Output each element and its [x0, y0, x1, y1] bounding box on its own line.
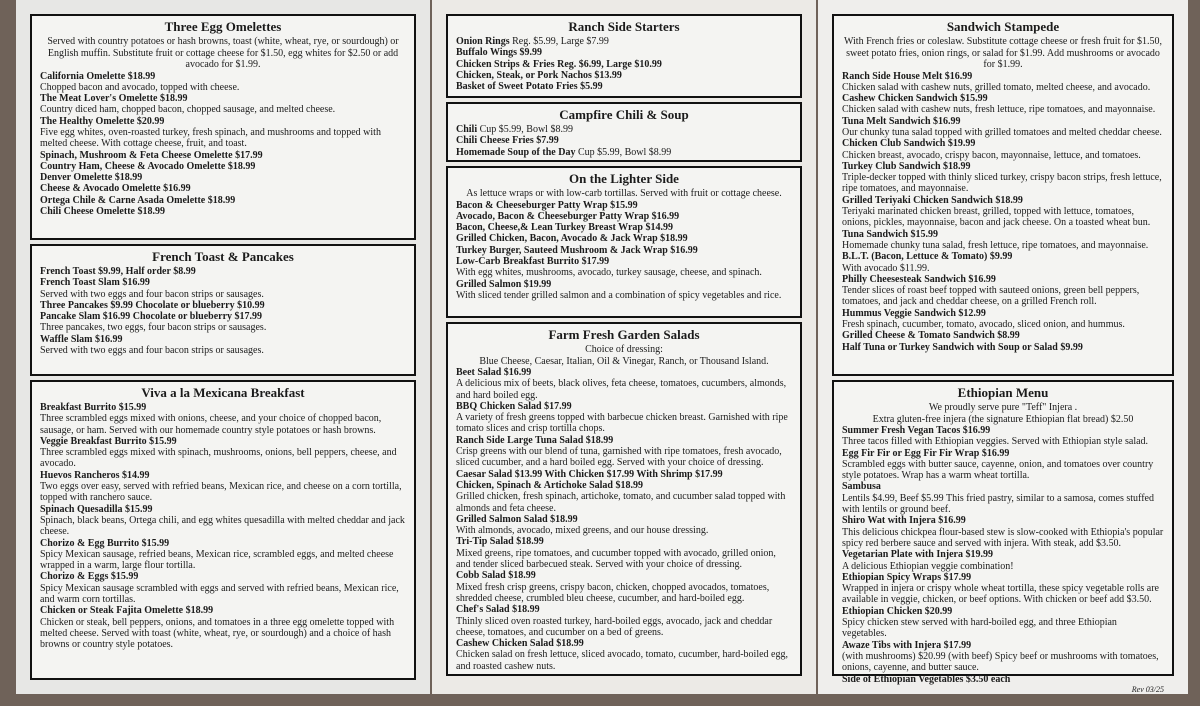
- menu-item-description: Triple-decker topped with thinly sliced turkey, crispy bacon strips, fresh lettuce, ripe tomatoes, and mayonnaise.: [842, 172, 1162, 195]
- menu-item: [40, 183, 406, 194]
- menu-item: [842, 549, 1164, 572]
- section-note-injera: Extra gluten-free injera (the signature Ethiopian flat bread) $2.50: [872, 413, 1134, 425]
- menu-item-name: Ethiopian Chicken $20.99: [842, 605, 953, 617]
- menu-item-name: Denver Omelette $18.99: [40, 172, 143, 184]
- menu-item: [40, 266, 406, 277]
- menu-item-description: With sliced tender grilled salmon and a combination of spicy vegetables and rice.: [456, 289, 782, 301]
- menu-item-name: Tuna Sandwich $15.99: [842, 228, 939, 240]
- menu-item: [842, 195, 1164, 229]
- menu-item-name: Spinach, Mushroom & Feta Cheese Omelette $17.99: [40, 149, 263, 161]
- menu-item-name: Sambusa: [842, 481, 881, 493]
- menu-item-name: Three Pancakes $9.99 Chocolate or blueberry $10.99: [40, 299, 265, 311]
- menu-item-price: Cup $5.99, Bowl $8.99: [575, 146, 672, 158]
- menu-item: [456, 36, 792, 47]
- menu-item-description: Three pancakes, two eggs, four bacon strips or sausages.: [40, 322, 267, 334]
- menu-item: [456, 211, 792, 222]
- menu-item: [40, 116, 406, 150]
- menu-item: [456, 638, 792, 672]
- menu-item: [40, 311, 406, 334]
- menu-item: [456, 469, 792, 480]
- section-title: Ranch Side Starters: [568, 19, 680, 34]
- menu-item: [40, 300, 406, 311]
- menu-item-description: Scrambled eggs with butter sauce, cayenne, onion, and tomatoes over country style potatoes. Wrap has a warm wheat tortilla.: [842, 458, 1154, 482]
- menu-item-description: Spinach, black beans, Ortega chili, and egg whites quesadilla with melted cheddar and jack cheese.: [40, 514, 405, 538]
- menu-item: [456, 59, 792, 70]
- menu-item: [842, 138, 1164, 161]
- menu-item: [40, 402, 406, 436]
- menu-item-description: A delicious Ethiopian veggie combination!: [842, 560, 1014, 572]
- section-viva-mexicana-breakfast: [30, 380, 416, 680]
- menu-item: [40, 538, 406, 572]
- menu-item-description: Fresh spinach, cucumber, tomato, avocado, sliced onion, and hummus.: [842, 319, 1125, 331]
- menu-item-name: Pancake Slam $16.99 Chocolate or blueberry $17.99: [40, 311, 263, 323]
- menu-item-name: Half Tuna or Turkey Sandwich with Soup or Salad $9.99: [842, 341, 1083, 353]
- menu-item-name: Beet Salad $16.99: [456, 367, 532, 378]
- menu-item-name: Ranch Side Large Tuna Salad $18.99: [456, 434, 614, 446]
- menu-item-name: BBQ Chicken Salad $17.99: [456, 400, 572, 412]
- menu-item-description: Chopped bacon and avocado, topped with cheese.: [40, 81, 240, 93]
- menu-item: [40, 605, 406, 650]
- menu-item: [842, 342, 1164, 353]
- item-list: [456, 36, 792, 92]
- menu-item-name: Chicken Club Sandwich $19.99: [842, 138, 976, 150]
- menu-item-description: (with mushrooms) $20.99 (with beef) Spicy beef or mushrooms with tomatoes, onions, cayenne, and butter sauce.: [842, 650, 1159, 674]
- menu-item-name: Spinach Quesadilla $15.99: [40, 503, 153, 515]
- item-list: [40, 402, 406, 651]
- menu-item: [842, 93, 1164, 116]
- menu-item: [40, 277, 406, 300]
- menu-item-description: With egg whites, mushrooms, avocado, turkey sausage, cheese, and spinach.: [456, 267, 762, 279]
- section-note: With French fries or coleslaw. Substitute cottage cheese or fresh fruit for $1.50, sweet potato fries, onion rings, or salad for $1.99. Add mushrooms or avocado for $1.99.: [843, 36, 1163, 70]
- menu-item-description: Two eggs over easy, served with refried beans, Mexican rice, and cheese on a corn tortilla, topped with ranchero sauce.: [40, 481, 402, 504]
- item-list: [40, 71, 406, 218]
- menu-item: [456, 536, 792, 570]
- menu-item-name: Onion Rings: [456, 36, 510, 47]
- menu-item-price: Cup $5.99, Bowl $8.99: [477, 124, 573, 135]
- menu-item-name: Country Ham, Cheese & Avocado Omelette $18.99: [40, 160, 256, 172]
- section-farm-fresh-garden-salads: [446, 322, 802, 676]
- menu-item-name: Awaze Tibs with Injera $17.99: [842, 639, 972, 651]
- menu-item: [456, 135, 792, 146]
- menu-item: [456, 47, 792, 58]
- section-note: Choice of dressing:: [585, 344, 663, 355]
- menu-item: [842, 481, 1164, 515]
- menu-item-name: Ranch Side House Melt $16.99: [842, 70, 973, 82]
- menu-panel-middle: [432, 0, 816, 694]
- menu-item: [456, 514, 792, 537]
- section-on-the-lighter-side: [446, 166, 802, 318]
- menu-item-description: Country diced ham, chopped bacon, chopped sausage, and melted cheese.: [40, 104, 336, 116]
- menu-item-name: Turkey Club Sandwich $18.99: [842, 160, 971, 172]
- menu-item-description: Tender slices of roast beef topped with sauteed onions, green bell peppers, tomatoes, and jack and cheddar cheese, on a grilled French roll.: [842, 285, 1140, 308]
- menu-item-name: Grilled Chicken, Bacon, Avocado & Jack Wrap $18.99: [456, 233, 688, 245]
- menu-item-name: Chicken or Steak Fajita Omelette $18.99: [40, 605, 214, 617]
- item-list: [456, 367, 792, 672]
- menu-item-name: Hummus Veggie Sandwich $12.99: [842, 307, 986, 319]
- menu-item-name: Chili Cheese Omelette $18.99: [40, 206, 165, 218]
- menu-item: [842, 251, 1164, 274]
- section-note: We proudly serve pure "Teff" Injera .: [928, 402, 1078, 413]
- menu-item-name: Tri-Tip Salad $18.99: [456, 536, 544, 548]
- menu-item-name: Shiro Wat with Injera $16.99: [842, 515, 966, 527]
- menu-item: [456, 200, 792, 211]
- menu-item: [40, 504, 406, 538]
- menu-item: [842, 161, 1164, 195]
- menu-item-name: Grilled Teriyaki Chicken Sandwich $18.99: [842, 194, 1023, 206]
- menu-item-name: Basket of Sweet Potato Fries $5.99: [456, 81, 603, 93]
- menu-item-name: Chicken, Steak, or Pork Nachos $13.99: [456, 69, 622, 81]
- menu-item: [842, 229, 1164, 252]
- menu-item-name: The Healthy Omelette $20.99: [40, 115, 165, 127]
- menu-item: [40, 195, 406, 206]
- item-list: [456, 124, 792, 158]
- menu-item: [40, 470, 406, 504]
- section-note: Served with country potatoes or hash browns, toast (white, wheat, rye, or sourdough) or English muffin. Substitute fruit or cottage cheese for $1.50, egg whites for $2.50 or add avocado for $1.99.: [47, 36, 399, 70]
- menu-item: [40, 161, 406, 172]
- menu-item: [40, 71, 406, 94]
- section-ranch-side-starters: [446, 14, 802, 98]
- menu-item-name: Chorizo & Egg Burrito $15.99: [40, 537, 170, 549]
- menu-item-description: Chicken salad with cashew nuts, fresh lettuce, ripe tomatoes, and mayonnaise.: [842, 104, 1156, 116]
- menu-item-description: Mixed fresh crisp greens, crispy bacon, chicken, chopped avocados, tomatoes, shredded cheese, crumbled bleu cheese, cucumber, and hard-boiled egg.: [456, 581, 770, 604]
- menu-item-name: Egg Fir Fir or Egg Fir Fir Wrap $16.99: [842, 447, 1010, 459]
- section-french-toast-pancakes: [30, 244, 416, 376]
- menu-item-name: Bacon & Cheeseburger Patty Wrap $15.99: [456, 199, 638, 211]
- menu-item: [842, 640, 1164, 674]
- section-title: On the Lighter Side: [569, 171, 679, 186]
- section-sandwich-stampede: [832, 14, 1174, 376]
- item-list: [842, 425, 1164, 685]
- menu-item: [456, 124, 792, 135]
- menu-item: [456, 279, 792, 302]
- menu-item: [842, 572, 1164, 606]
- menu-item-name: Vegetarian Plate with Injera $19.99: [842, 549, 993, 561]
- section-title: Sandwich Stampede: [946, 19, 1060, 34]
- menu-item: [456, 245, 792, 256]
- menu-item-description: Crisp greens with our blend of tuna, garnished with ripe tomatoes, fresh avocado, sliced cucumber, and a hard boiled egg. Served with your choice of dressing.: [456, 446, 782, 469]
- section-three-egg-omelettes: [30, 14, 416, 240]
- menu-item: [842, 274, 1164, 308]
- menu-item: [842, 425, 1164, 448]
- menu-item-description: Grilled chicken, fresh spinach, artichoke, tomato, and cucumber salad topped with almonds and feta cheese.: [456, 491, 786, 514]
- menu-item-name: Bacon, Cheese,& Lean Turkey Breast Wrap $14.99: [456, 222, 673, 234]
- menu-item-name: Cheese & Avocado Omelette $16.99: [40, 183, 191, 195]
- menu-item: [456, 233, 792, 244]
- menu-item-name: B.L.T. (Bacon, Lettuce & Tomato) $9.99: [842, 251, 1013, 263]
- section-title: Ethiopian Menu: [957, 385, 1049, 400]
- revision-footer: Rev 03/25: [1131, 684, 1164, 694]
- menu-item-name: Waffle Slam $16.99: [40, 333, 123, 345]
- menu-panel-right: [818, 0, 1188, 694]
- menu-item: [842, 71, 1164, 94]
- menu-item-description: Served with two eggs and four bacon strips or sausages.: [40, 345, 264, 357]
- menu-item-name: Avocado, Bacon & Cheeseburger Patty Wrap $16.99: [456, 210, 680, 222]
- menu-item-description: A variety of fresh greens topped with barbecue chicken breast. Garnished with ripe tomato slices and crisp tortilla chops.: [456, 412, 788, 435]
- section-note: As lettuce wraps or with low-carb tortillas. Served with fruit or cottage cheese.: [466, 188, 782, 199]
- menu-item-description: A delicious mix of beets, black olives, feta cheese, tomatoes, cucumbers, almonds, and hard boiled egg.: [456, 378, 787, 401]
- menu-item-description: With almonds, avocado, mixed greens, and our house dressing.: [456, 525, 709, 537]
- menu-item-description: Spicy Mexican sausage, refried beans, Mexican rice, scrambled eggs, and melted cheese wrapped in a warm, large flour tortilla.: [40, 548, 394, 572]
- menu-item-name: Chili: [456, 124, 478, 135]
- item-list: [842, 71, 1164, 353]
- menu-item: [40, 93, 406, 116]
- menu-item: [842, 448, 1164, 482]
- menu-item-name: Chicken Strips & Fries Reg. $6.99, Large $10.99: [456, 58, 662, 70]
- menu-item-description: Spicy Mexican sausage scrambled with eggs and served with refried beans, Mexican rice, and warm corn tortillas.: [40, 582, 399, 606]
- menu-item-name: Veggie Breakfast Burrito $15.99: [40, 435, 177, 447]
- menu-item: [40, 206, 406, 217]
- menu-item-description: Chicken salad on fresh lettuce, sliced avocado, tomato, cucumber, hard-boiled egg, and roasted cashew nuts.: [456, 649, 788, 672]
- menu-item-name: Philly Cheesesteak Sandwich $16.99: [842, 273, 996, 285]
- menu-item: [842, 674, 1164, 685]
- menu-item: [842, 515, 1164, 549]
- menu-item: [456, 604, 792, 638]
- menu-item: [40, 172, 406, 183]
- section-title: Farm Fresh Garden Salads: [548, 327, 700, 342]
- menu-item-description: Our chunky tuna salad topped with grilled tomatoes and melted cheddar cheese.: [842, 126, 1162, 138]
- menu-item-name: Summer Fresh Vegan Tacos $16.99: [842, 425, 991, 436]
- menu-item: [456, 401, 792, 435]
- item-list: [456, 200, 792, 302]
- menu-item-description: Chicken or steak, bell peppers, onions, and tomatoes in a three egg omelette topped with melted cheese. Served with toast (white, wheat, rye, or sourdough) and a choice of hash browns or country style potatoes.: [40, 616, 395, 651]
- menu-item: [456, 435, 792, 469]
- menu-item-description: Homemade chunky tuna salad, fresh lettuce, ripe tomatoes, and mayonnaise.: [842, 239, 1149, 251]
- menu-item-description: Teriyaki marinated chicken breast, grilled, topped with lettuce, tomatoes, onions, pickles, mayonnaise, bacon and jack cheese. On a toasted wheat bun.: [842, 206, 1151, 229]
- menu-item-name: Ortega Chile & Carne Asada Omelette $18.99: [40, 194, 236, 206]
- menu-item-name: Grilled Salmon $19.99: [456, 278, 552, 290]
- menu-item-name: California Omelette $18.99: [40, 70, 156, 82]
- menu-item-price: Reg. $5.99, Large $7.99: [509, 36, 609, 47]
- menu-item: [456, 256, 792, 279]
- menu-item-name: Chef's Salad $18.99: [456, 604, 540, 616]
- menu-item-name: Buffalo Wings $9.99: [456, 47, 543, 59]
- menu-item-name: Cashew Chicken Salad $18.99: [456, 638, 584, 650]
- menu-panel-left: [16, 0, 430, 694]
- menu-item: [842, 308, 1164, 331]
- menu-item-name: Chili Cheese Fries $7.99: [456, 135, 559, 147]
- menu-item-name: Turkey Burger, Sauteed Mushroom & Jack Wrap $16.99: [456, 244, 698, 256]
- menu-item-description: Chicken salad with cashew nuts, grilled tomato, melted cheese, and avocado.: [842, 81, 1151, 93]
- menu-item: [456, 147, 792, 158]
- menu-item-description: With avocado $11.99.: [842, 262, 930, 274]
- menu-item-name: Side of Ethiopian Vegetables $3.50 each: [842, 673, 1011, 685]
- menu-item-name: Cashew Chicken Sandwich $15.99: [842, 93, 988, 105]
- menu-item-description: Thinly sliced oven roasted turkey, hard-boiled eggs, avocado, jack and cheddar cheese, tomatoes, and cucumber on a bed of greens.: [456, 615, 773, 638]
- section-title: Campfire Chili & Soup: [559, 107, 689, 122]
- menu-item-name: Breakfast Burrito $15.99: [40, 402, 147, 413]
- section-title: Viva a la Mexicana Breakfast: [141, 385, 305, 400]
- menu-item: [456, 570, 792, 604]
- menu-item: [456, 367, 792, 401]
- menu-item-name: Chicken, Spinach & Artichoke Salad $18.99: [456, 479, 643, 491]
- menu-item-name: Caesar Salad $13.99 With Chicken $17.99 With Shrimp $17.99: [456, 468, 723, 480]
- menu-item-description: This delicious chickpea flour-based stew is slow-cooked with Ethiopia's popular spicy red berbere sauce and served with injera. With steak, add $3.50.: [842, 526, 1164, 549]
- menu-item-name: Homemade Soup of the Day: [456, 146, 576, 158]
- menu-item: [40, 150, 406, 161]
- menu-item-description: Five egg whites, oven-roasted turkey, fresh spinach, and mushrooms and topped with melted cheese. With cottage cheese, fruit, and toast.: [40, 126, 381, 150]
- menu-item-description: Three tacos filled with Ethiopian veggies. Served with Ethiopian style salad.: [842, 436, 1149, 448]
- item-list: [40, 266, 406, 356]
- menu-item-name: French Toast $9.99, Half order $8.99: [40, 266, 196, 277]
- section-ethiopian-menu: [832, 380, 1174, 694]
- menu-item-description: Three scrambled eggs mixed with spinach, mushrooms, onions, bell peppers, cheese, and avocado.: [40, 447, 397, 470]
- menu-item-description: Served with two eggs and four bacon strips or sausages.: [40, 288, 264, 300]
- menu-item-name: Chorizo & Eggs $15.99: [40, 571, 139, 583]
- menu-item-description: Spicy chicken stew served with hard-boiled egg, and three Ethiopian vegetables.: [842, 617, 1117, 640]
- menu-item: [40, 571, 406, 605]
- section-note-dressings: Blue Cheese, Caesar, Italian, Oil & Vinegar, Ranch, or Thousand Island.: [479, 355, 769, 367]
- menu-item: [842, 606, 1164, 640]
- menu-item-name: The Meat Lover's Omelette $18.99: [40, 93, 188, 105]
- menu-item-description: Wrapped in injera or crispy whole wheat tortilla, these spicy vegetable rolls are available in veggie, chicken, or beef options. With chicken or beef add $3.50.: [842, 583, 1159, 606]
- section-title: Three Egg Omelettes: [164, 19, 282, 34]
- menu-item: [40, 334, 406, 357]
- menu-item-name: French Toast Slam $16.99: [40, 277, 150, 289]
- menu-item-description: Mixed greens, ripe tomatoes, and cucumber topped with avocado, grilled onion, and tender sliced barbecued steak. Served with your choice of dressing.: [456, 547, 776, 571]
- menu-item-name: Ethiopian Spicy Wraps $17.99: [842, 571, 972, 583]
- menu-item-name: Huevos Rancheros $14.99: [40, 469, 150, 481]
- menu-item: [456, 480, 792, 514]
- menu-item-name: Tuna Melt Sandwich $16.99: [842, 115, 961, 127]
- menu-item: [456, 81, 792, 92]
- menu-item-name: Cobb Salad $18.99: [456, 570, 536, 582]
- menu-item-name: Grilled Salmon Salad $18.99: [456, 513, 578, 525]
- menu-item: [40, 436, 406, 470]
- menu-item-description: Three scrambled eggs mixed with onions, cheese, and your choice of chopped bacon, sausage, or ham. Served with our homemade country style potatoes or hash browns.: [40, 413, 382, 436]
- menu-item-description: Lentils $4.99, Beef $5.99 This fried pastry, similar to a samosa, comes stuffed with lentils or ground beef.: [842, 492, 1154, 516]
- section-campfire-chili-soup: [446, 102, 802, 162]
- menu-item-name: Low-Carb Breakfast Burrito $17.99: [456, 255, 610, 267]
- menu-item-name: Grilled Cheese & Tomato Sandwich $8.99: [842, 330, 1020, 342]
- menu-item: [456, 70, 792, 81]
- section-title: French Toast & Pancakes: [152, 249, 294, 264]
- menu-item: [842, 330, 1164, 341]
- menu-item: [456, 222, 792, 233]
- menu-item-description: Chicken breast, avocado, crispy bacon, mayonnaise, lettuce, and tomatoes.: [842, 149, 1141, 161]
- menu-item: [842, 116, 1164, 139]
